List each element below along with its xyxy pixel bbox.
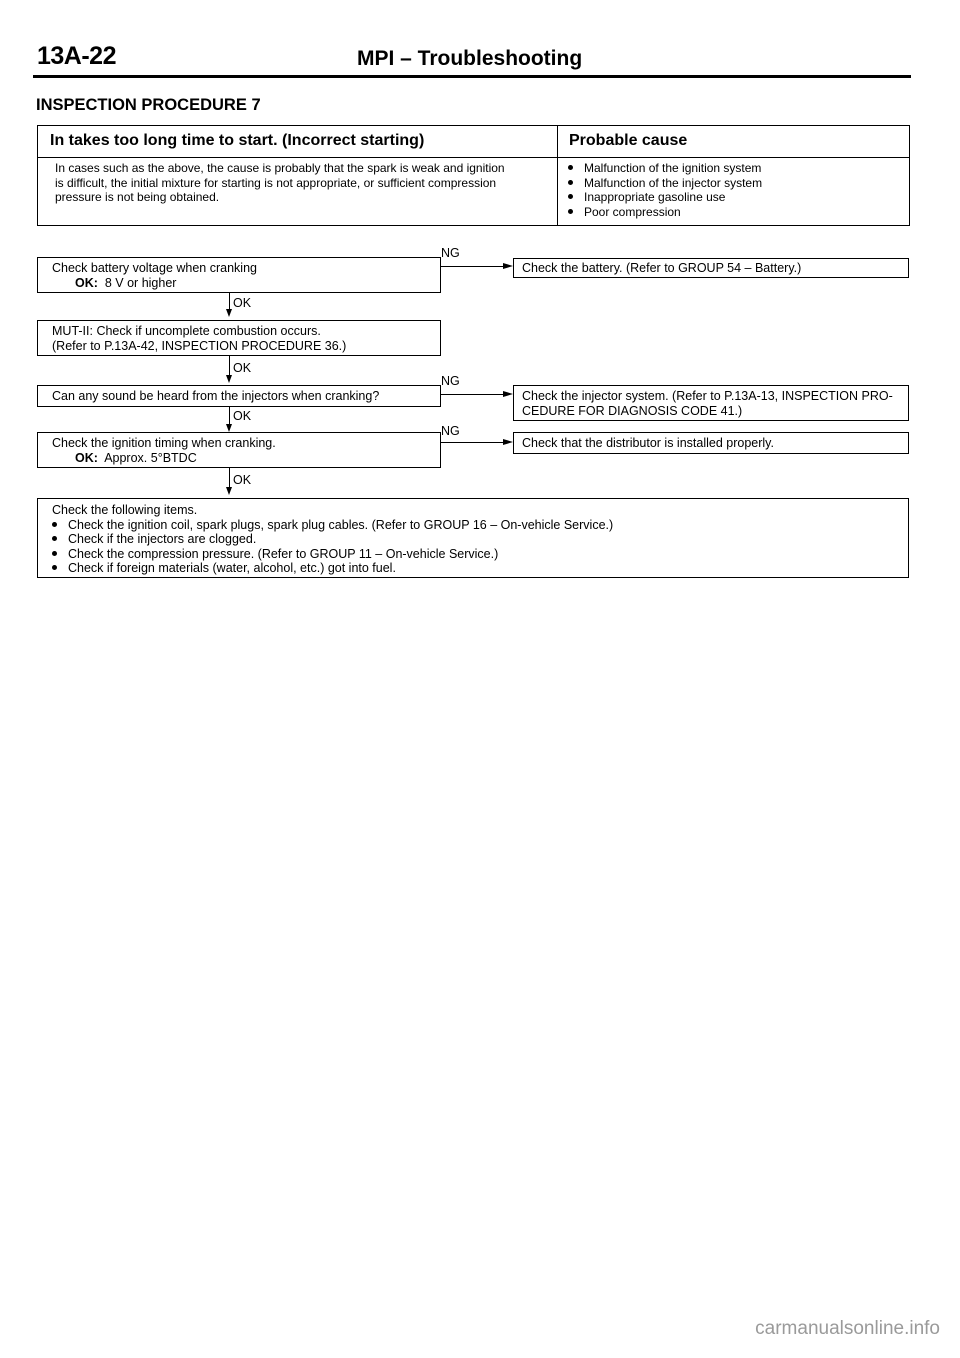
step-text: CEDURE FOR DIAGNOSIS CODE 41.) <box>522 403 743 418</box>
step-ok-criteria: OK: 8 V or higher <box>75 275 177 290</box>
probable-cause-title: Probable cause <box>569 132 688 149</box>
bullet-icon <box>568 209 573 214</box>
ok-label: OK <box>233 296 252 310</box>
description-line: pressure is not being obtained. <box>55 190 220 204</box>
list-item: Check if foreign materials (water, alcohol, etc.) got into fuel. <box>52 561 908 576</box>
bullet-icon <box>52 565 57 570</box>
flow-result-distributor: Check that the distributor is installed properly. <box>513 432 909 454</box>
section-title: MPI – Troubleshooting <box>357 47 583 70</box>
final-title: Check the following items. <box>52 503 198 517</box>
arrow-down-icon <box>226 375 232 383</box>
table-header-rule <box>38 157 909 158</box>
ok-connector <box>229 356 230 376</box>
page-number: 13A-22 <box>37 42 116 70</box>
flow-result-injector <box>513 385 909 421</box>
description-line: is difficult, the initial mixture for starting is not appropriate, or sufficient compression <box>55 175 497 190</box>
ok-label: OK <box>233 409 252 423</box>
bullet-icon <box>52 522 57 527</box>
list-item: Inappropriate gasoline use <box>568 190 762 205</box>
ng-label: NG <box>441 424 460 438</box>
procedure-title: INSPECTION PROCEDURE 7 <box>36 96 261 114</box>
bullet-icon <box>568 165 573 170</box>
ok-connector <box>229 468 230 488</box>
flow-step-injector-sound <box>37 385 441 407</box>
cause-list <box>568 161 762 219</box>
flow-result-battery: Check the battery. (Refer to GROUP 54 – Battery.) <box>513 258 909 278</box>
arrow-right-icon <box>503 263 513 269</box>
ok-connector <box>229 407 230 425</box>
step-text: Check the injector system. (Refer to P.13A-13, INSPECTION PRO- <box>522 389 893 403</box>
list-item: Check the compression pressure. (Refer to GROUP 11 – On-vehicle Service.) <box>52 547 908 562</box>
list-item: Check the ignition coil, spark plugs, spark plug cables. (Refer to GROUP 16 – On-vehicle Service.) <box>52 518 908 533</box>
flow-step-mut <box>37 320 441 356</box>
arrow-down-icon <box>226 487 232 495</box>
step-text: Can any sound be heard from the injectors when cranking? <box>52 389 380 403</box>
ok-connector <box>229 293 230 310</box>
ng-connector <box>441 394 506 395</box>
flow-final-checks <box>37 498 909 578</box>
flow-step-ignition-timing <box>37 432 441 468</box>
ng-connector <box>441 266 506 267</box>
ok-label: OK <box>233 473 252 487</box>
arrow-right-icon <box>503 391 513 397</box>
bullet-icon <box>568 180 573 185</box>
arrow-right-icon <box>503 439 513 445</box>
list-item: Poor compression <box>568 205 762 220</box>
list-item: Check if the injectors are clogged. <box>52 532 908 547</box>
arrow-down-icon <box>226 424 232 432</box>
step-ok-criteria: OK: Approx. 5°BTDC <box>75 450 197 465</box>
table-divider <box>557 126 558 225</box>
bullet-icon <box>52 551 57 556</box>
flow-step-battery <box>37 257 441 293</box>
symptom-title: In takes too long time to start. (Incorrect starting) <box>50 132 425 149</box>
watermark: carmanualsonline.info <box>755 1318 940 1339</box>
ng-label: NG <box>441 374 460 388</box>
ng-connector <box>441 442 506 443</box>
ng-label: NG <box>441 246 460 260</box>
symptom-description <box>55 161 550 205</box>
step-text: MUT-II: Check if uncomplete combustion occurs. <box>52 324 321 338</box>
list-item: Malfunction of the injector system <box>568 176 762 191</box>
step-text: Check the ignition timing when cranking. <box>52 436 276 450</box>
header-rule <box>33 75 911 78</box>
step-text: Check battery voltage when cranking <box>52 261 257 275</box>
bullet-icon <box>568 194 573 199</box>
arrow-down-icon <box>226 309 232 317</box>
bullet-icon <box>52 536 57 541</box>
symptom-table <box>37 125 910 226</box>
step-text: (Refer to P.13A-42, INSPECTION PROCEDURE 36.) <box>52 338 347 353</box>
list-item: Malfunction of the ignition system <box>568 161 762 176</box>
ok-label: OK <box>233 361 252 375</box>
description-line: In cases such as the above, the cause is probably that the spark is weak and ignition <box>55 161 505 175</box>
